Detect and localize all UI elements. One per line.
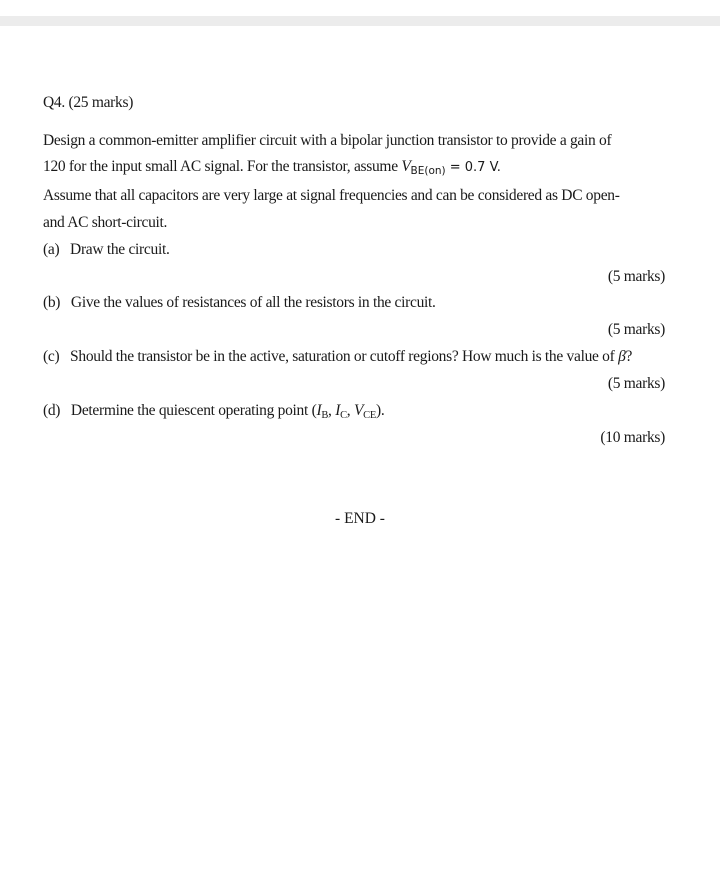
intro-line-2-text: 120 for the input small AC signal. For the transistor, assume	[43, 158, 402, 175]
beta-symbol: β	[618, 348, 626, 365]
part-c-text: Should the transistor be in the active, saturation or cutoff regions? How much is the value of	[70, 348, 619, 365]
part-b	[43, 294, 436, 312]
assume-line-2: and AC short-circuit.	[43, 214, 168, 231]
separator-2: ,	[346, 402, 354, 419]
part-a	[43, 241, 170, 259]
part-b-marks: (5 marks)	[607, 321, 665, 338]
vbe-subscript: BE(on)	[410, 165, 446, 177]
part-a-text: Draw the circuit.	[70, 241, 170, 258]
separator-1: ,	[328, 402, 336, 419]
part-d	[43, 402, 384, 421]
part-b-label: (b)	[43, 294, 61, 311]
question-title: Q4. (25 marks)	[43, 94, 134, 111]
top-bar	[0, 16, 720, 26]
part-a-label: (a)	[43, 241, 60, 258]
vce-symbol: V	[353, 402, 364, 419]
intro-line-2	[43, 158, 501, 177]
part-d-close: ).	[375, 402, 385, 419]
part-d-marks: (10 marks)	[600, 429, 665, 446]
ic-subscript: C	[340, 410, 347, 421]
ic-symbol: I	[335, 402, 341, 419]
assume-line-1: Assume that all capacitors are very large at signal frequencies and can be considered as DC open-	[43, 187, 620, 204]
part-c-label: (c)	[43, 348, 60, 365]
part-a-marks: (5 marks)	[607, 268, 665, 285]
part-d-label: (d)	[43, 402, 61, 419]
part-d-text: Determine the quiescent operating point (	[70, 402, 317, 419]
part-c-marks: (5 marks)	[607, 375, 665, 392]
ib-symbol: I	[316, 402, 322, 419]
vbe-value: = 0.7 V.	[445, 160, 501, 175]
vce-subscript: CE	[363, 410, 376, 421]
part-c	[43, 348, 632, 366]
vbe-symbol: V	[401, 158, 411, 175]
intro-line-1: Design a common-emitter amplifier circuit with a bipolar junction transistor to provide a gain of	[43, 132, 612, 149]
part-b-text: Give the values of resistances of all the resistors in the circuit.	[70, 294, 436, 311]
end-marker: - END -	[335, 510, 385, 527]
ib-subscript: B	[321, 410, 329, 421]
part-c-question-mark: ?	[625, 348, 633, 365]
